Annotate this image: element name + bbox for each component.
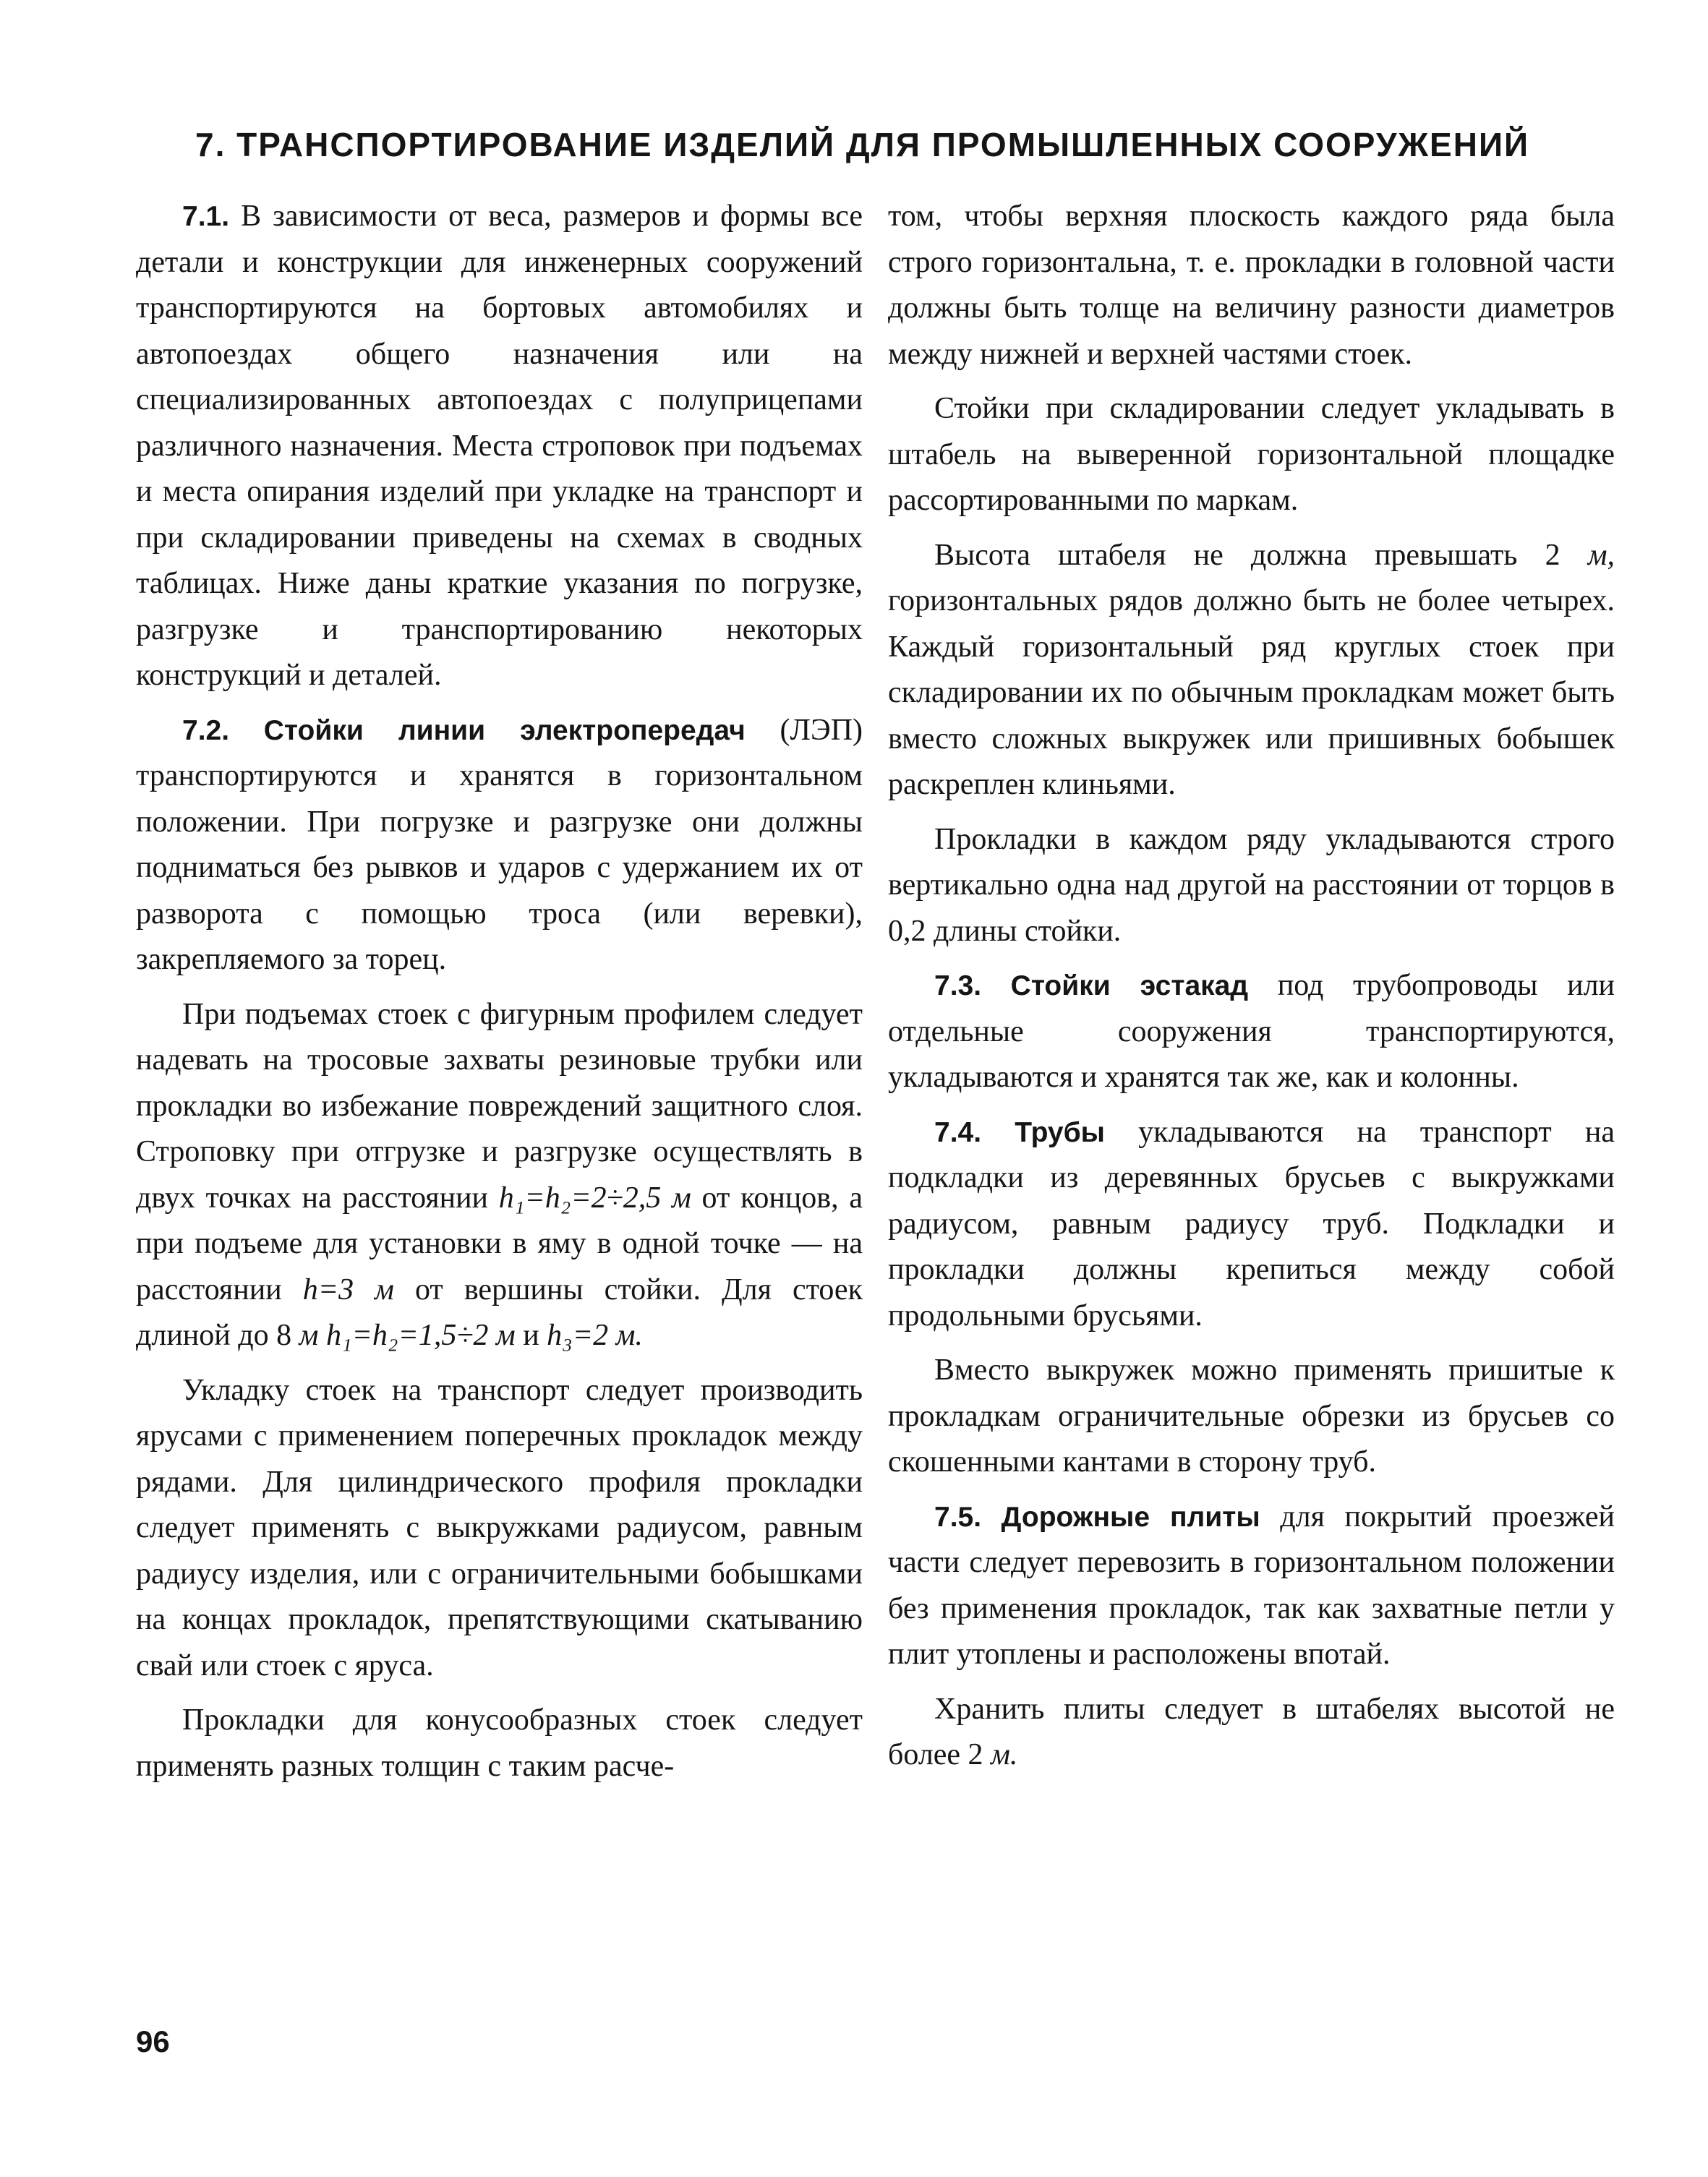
storage-paragraph: Стойки при складировании следует укладывать в штабель на выверенной горизонтальной площадке рассортированными по маркам.	[888, 392, 1615, 517]
section-7-4-paragraph	[888, 1110, 1615, 1340]
section-number: 7.1.	[182, 201, 230, 232]
paragraph-text: для покрытий проезжей части следует перевозить в горизонтальном положении без применения прокладок, так как захватные петли у плит утоплены и расположены впотай.	[888, 1500, 1615, 1671]
section-number: 7.2.	[182, 714, 230, 746]
paragraph-text: Хранить плиты следует в штабелях высотой не более 2	[888, 1692, 1615, 1771]
unit: м.	[991, 1738, 1018, 1771]
right-column	[888, 194, 1615, 1787]
paragraph-text: горизонтальных рядов должно быть не более четырех. Каждый горизонтальный ряд круглых стоек при складировании их по обычным прокладкам может быть вместо сложных выкружек или пришивных бобышек раскреплен клиньями.	[888, 584, 1615, 801]
formula: h₃=2 м.	[547, 1319, 643, 1352]
section-heading: Стойки эстакад	[1010, 970, 1249, 1001]
section-7-2-paragraph	[136, 708, 863, 983]
paragraph-text: При подъемах стоек с фигурным профилем следует надевать на тросовые захваты резиновые трубки или прокладки во избежание повреждений защитного слоя. Строповку при отгрузке и разгрузке осуществлять в двух точках на расстоянии	[136, 997, 863, 1215]
section-number: 7.4.	[934, 1116, 982, 1148]
section-7-3-paragraph	[888, 963, 1615, 1101]
stacking-paragraph: Укладку стоек на транспорт следует производить ярусами с применением поперечных прокладок между рядами. Для цилиндрического профиля прокладки следует применять с выкружками радиусом, равным радиусу изделия, или с ограничительными бобышками на концах прокладок, препятствующими скатыванию свай или стоек с яруса.	[136, 1373, 863, 1682]
lifting-paragraph	[136, 992, 863, 1359]
paragraph-text: от концов, а при подъеме для установки в яму в одной точке — на расстоянии	[136, 1181, 863, 1306]
paragraph-text: и	[515, 1319, 547, 1352]
page-title: 7. ТРАНСПОРТИРОВАНИЕ ИЗДЕЛИЙ ДЛЯ ПРОМЫШЛЕННЫХ СООРУЖЕНИЙ	[195, 126, 1530, 163]
paragraph-text: от вершины стойки. Для стоек длиной до 8	[136, 1273, 863, 1352]
section-heading: Стойки линии электропередач	[263, 714, 746, 746]
paragraph-text: Высота штабеля не должна превышать 2	[934, 538, 1588, 572]
section-heading: Трубы	[1015, 1116, 1105, 1148]
pipes-alt-paragraph: Вместо выкружек можно применять пришитые к прокладкам ограничительные обрезки из брусьев со скошенными кантами в сторону труб.	[888, 1353, 1615, 1479]
paragraph-text: под трубопроводы или отдельные сооружения транспортируются, укладываются и хранятся так же, как и колонны.	[888, 969, 1615, 1094]
stack-height-paragraph	[888, 533, 1615, 808]
section-heading: Дорожные плиты	[1001, 1501, 1260, 1533]
paragraph-text: (ЛЭП) транспортируются и хранятся в горизонтальном положении. При погрузке и разгрузке они должны подниматься без рывков и ударов с удержанием их от разворота с помощью троса (или веревки), закрепляемого за торец.	[136, 713, 863, 976]
paragraph-text: укладываются на транспорт на подкладки из деревянных брусьев с выкружками радиусом, равным радиусу труб. Подкладки и прокладки должны крепиться между собой продольными брусьями.	[888, 1115, 1615, 1333]
plates-storage-paragraph	[888, 1687, 1615, 1779]
formula: м h₁=h₂=1,5÷2 м	[299, 1319, 516, 1352]
formula: h₁=h₂=2÷2,5 м	[498, 1181, 691, 1215]
section-7-5-paragraph	[888, 1494, 1615, 1678]
formula: h=3 м	[302, 1273, 394, 1306]
spacers-paragraph: Прокладки в каждом ряду укладываются строго вертикально одна над другой на расстоянии от торцов в 0,2 длины стойки.	[888, 822, 1615, 948]
paragraph-text: В зависимости от веса, размеров и формы все детали и конструкции для инженерных сооружений транспортируются на бортовых автомобилях и автопоездах общего назначения или на специализированных автопоездах с полуприцепами различного назначения. Места строповок при подъемах и места опирания изделий при укладке на транспорт и при складировании приведены на схемах в сводных таблицах. Ниже даны краткие указания по погрузке, разгрузке и транспортированию некоторых конструкций и деталей.	[136, 200, 863, 692]
section-number: 7.5.	[934, 1501, 982, 1533]
unit: м,	[1587, 538, 1615, 572]
section-number: 7.3.	[934, 970, 982, 1001]
left-column	[136, 194, 863, 1798]
continued-paragraph: том, чтобы верхняя плоскость каждого ряда была строго горизонтальна, т. е. прокладки в головной части должны быть толще на величину разности диаметров между нижней и верхней частями стоек.	[888, 200, 1615, 371]
page-number: 96	[136, 2024, 170, 2058]
section-7-1-paragraph	[136, 194, 863, 699]
conical-paragraph: Прокладки для конусообразных стоек следует применять разных толщин с таким расче-	[136, 1703, 863, 1783]
